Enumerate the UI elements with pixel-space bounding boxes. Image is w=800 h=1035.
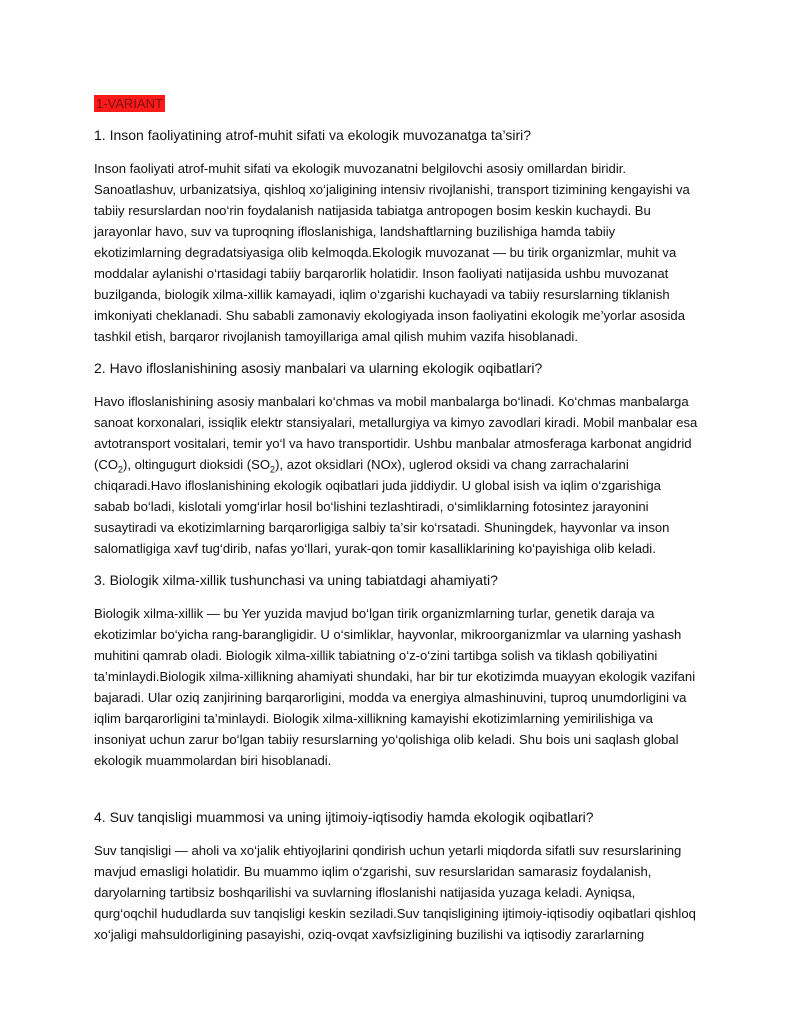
- answer-2-text-part-3: ), azot oksidlari (NOx), uglerod oksidi va chang zarrachalarini chiqaradi.Havo ifloslanishining ekologik oqibatlari juda jiddiydir. U global isish va iqlim o‘zgarishiga sabab bo‘ladi, kislotali yomg‘irlar hosil bo‘lishini tezlashtiradi, o‘simliklarning fotosintez jarayonini susaytiradi va ekotizimlarning barqarorligiga salbiy ta’sir ko‘rsatadi. Shuningdek, hayvonlar va inson salomatligiga xavf tug‘dirib, nafas yo‘llari, yurak-qon tomir kasalliklarining ko‘payishiga olib keladi.: [94, 457, 670, 556]
- question-2: 2. Havo ifloslanishining asosiy manbalari va ularning ekologik oqibatlari?: [94, 360, 543, 376]
- answer-1: Inson faoliyati atrof-muhit sifati va ekologik muvozanatni belgilovchi asosiy omillardan biridir. Sanoatlashuv, urbanizatsiya, qishloq xo‘jaligining intensiv rivojlanishi, transport tizimining kengayishi va tabiiy resurslardan noo‘rin foydalanish natijasida tabiatga antropogen bosim keskin kuchaydi. Bu jarayonlar havo, suv va tuproqning ifloslanishiga, landshaftlarning buzilishiga hamda tabiiy ekotizimlarning degradatsiyasiga olib kelmoqda.Ekologik muvozanat — bu tirik organizmlar, muhit va moddalar aylanishi o‘rtasidagi tabiiy barqarorlik holatidir. Inson faoliyati natijasida ushbu muvozanat buzilganda, biologik xilma-xillik kamayadi, iqlim o‘zgarishi kuchayadi va tabiiy resurslarning tiklanish imkoniyati cheklanadi. Shu sababli zamonaviy ekologiyada inson faoliyatini ekologik me’yorlar asosida tashkil etish, barqaror rivojlanish tamoyillariga amal qilish muhim vazifa hisoblanadi.: [94, 161, 690, 344]
- variant-label: 1-VARIANT: [96, 96, 163, 111]
- answer-2: [94, 391, 700, 559]
- question-3: 3. Biologik xilma-xillik tushunchasi va uning tabiatdagi ahamiyati?: [94, 572, 498, 588]
- answer-3: Biologik xilma-xillik — bu Yer yuzida mavjud bo‘lgan tirik organizmlarning turlar, genetik daraja va ekotizimlar bo‘yicha rang-barangligidir. U o‘simliklar, hayvonlar, mikroorganizmlar va ularning yashash muhitini qamrab oladi. Biologik xilma-xillik tabiatning o‘z-o‘zini tartibga solish va tiklash qobiliyatini ta’minlaydi.Biologik xilma-xillikning ahamiyati shundaki, har bir tur ekotizimda muayyan ekologik vazifani bajaradi. Ular oziq zanjirining barqarorligini, modda va energiya almashinuvini, tuproq unumdorligini va iqlim barqarorligini ta’minlaydi. Biologik xilma-xillikning kamayishi ekotizimlarning yemirilishiga va insoniyat uchun zarur bo‘lgan tabiiy resurslarning yo‘qolishiga olib keladi. Shu bois uni saqlash global ekologik muammolardan biri hisoblanadi.: [94, 606, 696, 768]
- answer-2-text-part-1: Havo ifloslanishining asosiy manbalari ko‘chmas va mobil manbalarga bo‘linadi. Ko‘chmas manbalarga sanoat korxonalari, issiqlik elektr stansiyalari, metallurgiya va kimyo zavodlari kiradi. Mobil manbalar esa avtotransport vositalari, temir yo‘l va havo transportidir. Ushbu manbalar atmosferaga karbonat angidrid (CO: [94, 394, 698, 472]
- question-1: 1. Inson faoliyatining atrof-muhit sifati va ekologik muvozanatga ta’siri?: [94, 127, 532, 143]
- answer-2-text-part-2: ), oltingugurt dioksidi (SO: [123, 457, 271, 472]
- answer-4: Suv tanqisligi — aholi va xo‘jalik ehtiyojlarini qondirish uchun yetarli miqdorda sifatli suv resurslarining mavjud emasligi holatidir. Bu muammo iqlim o‘zgarishi, suv resurslaridan samarasiz foydalanish, daryolarning tartibsiz boshqarilishi va suvlarning ifloslanishi natijasida yuzaga keladi. Ayniqsa, qurg‘oqchil hududlarda suv tanqisligi keskin seziladi.Suv tanqisligining ijtimoiy-iqtisodiy oqibatlari qishloq xo‘jaligi mahsuldorligining pasayishi, oziq-ovqat xavfsizligining buzilishi va iqtisodiy zararlarning: [94, 843, 696, 942]
- so2-subscript: 2: [270, 464, 276, 475]
- question-4: 4. Suv tanqisligi muammosi va uning ijtimoiy-iqtisodiy hamda ekologik oqibatlari?: [94, 809, 594, 825]
- co2-subscript: 2: [118, 464, 124, 475]
